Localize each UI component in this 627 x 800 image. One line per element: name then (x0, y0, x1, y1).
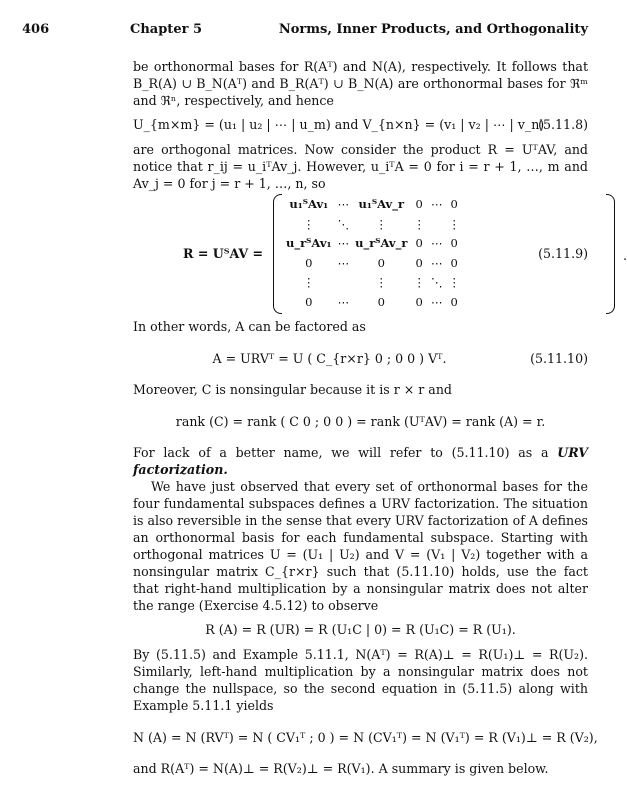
equation-number: (5.11.10) (530, 351, 588, 366)
matrix-cell: ⋱ (430, 275, 443, 290)
matrix-row (283, 195, 463, 215)
equation-number: (5.11.9) (538, 246, 588, 261)
equation-5-11-8 (133, 112, 588, 138)
matrix-cell (335, 273, 353, 293)
matrix-table (283, 195, 463, 312)
equation-expression: rank (C) = rank ( C 0 ; 0 0 ) = rank (UᵀAV) = rank (A) = r. (175, 414, 546, 429)
matrix-cell: u₁ᵀAv_r (358, 197, 405, 212)
equation-rank (133, 401, 588, 441)
matrix-trailing-period: . (623, 248, 627, 263)
matrix-cell (428, 215, 446, 235)
chapter-label: Chapter 5 (130, 22, 203, 37)
matrix-cell: 0 (450, 294, 458, 309)
page-number: 406 (22, 22, 50, 37)
matrix-cell: ⋮ (375, 216, 387, 231)
matrix-cell: 0 (377, 294, 385, 309)
matrix-cell: ⋮ (448, 216, 460, 231)
equation-nullspace (133, 717, 598, 757)
paragraph-1: be orthonormal bases for R(Aᵀ) and N(A), respectively. It follows that B_R(A) ∪ B_N(Aᵀ) and B_R(Aᵀ) ∪ B_N(A) are orthonormal bases for ℜᵐ and ℜⁿ, respectively, and hence (133, 59, 588, 108)
paragraph-7: By (5.11.5) and Example 5.11.1, N(Aᵀ) = R(A)⊥ = R(U₁)⊥ = R(U₂). Similarly, left-hand multiplication by a nonsingular matrix does not change the nullspace, so the second equation in (5.11.5) along with Example 5.11.1 yields (133, 647, 588, 713)
matrix-cell: ⋯ (337, 197, 350, 212)
paragraph-4: Moreover, C is nonsingular because it is r × r and (133, 382, 452, 397)
matrix-cell: 0 (305, 255, 313, 270)
matrix-cell: u₁ᵀAv₁ (289, 197, 329, 212)
equation-expression: R (A) = R (UR) = R (U₁C | 0) = R (U₁C) = R (U₁). (205, 622, 516, 637)
paragraph-5 (133, 444, 588, 478)
matrix-cell: 0 (377, 255, 385, 270)
matrix-cell: 0 (415, 197, 423, 212)
equation-number: (5.11.8) (538, 117, 588, 132)
matrix-row (283, 293, 463, 313)
matrix-cell: ⋮ (375, 275, 387, 290)
matrix-cell: ⋯ (430, 255, 443, 270)
matrix-cell: ⋯ (430, 197, 443, 212)
matrix-cell: 0 (305, 294, 313, 309)
left-bracket (273, 194, 282, 314)
matrix-cell: 0 (450, 236, 458, 251)
matrix-cell: ⋮ (303, 275, 315, 290)
equation-range (133, 617, 588, 643)
matrix-cell: u_rᵀAv_r (355, 236, 408, 251)
urv-factorization-term: URV factorization. (133, 445, 588, 477)
matrix-lhs: R = UᵀAV = (183, 246, 264, 261)
matrix-cell: 0 (415, 236, 423, 251)
paragraph-3: In other words, A can be factored as (133, 319, 366, 334)
matrix-cell: ⋯ (337, 294, 350, 309)
equation-expression: A = URVᵀ = U ( C_{r×r} 0 ; 0 0 ) Vᵀ. (212, 351, 447, 366)
matrix-cell: ⋯ (337, 236, 350, 251)
matrix-cell: ⋮ (413, 216, 425, 231)
right-bracket (606, 194, 615, 314)
paragraph-6: We have just observed that every set of orthonormal bases for the four fundamental subspaces defines a URV factorization. The situation is also reversible in the sense that every URV factorization of A defines an orthonormal basis for each fundamental subspace. Starting with orthogonal matrices U = (U₁ | U₂) and V = (V₁ | V₂) together with a nonsingular matrix C_{r×r} such that (5.11.10) holds, use the fact that right-hand multiplication by a nonsingular matrix does not alter the range (Exercise 4.5.12) to observe (133, 479, 588, 613)
paragraph-5-text: For lack of a better name, we will refer to (5.11.10) as a (133, 445, 558, 460)
chapter-title: Norms, Inner Products, and Orthogonality (278, 22, 588, 37)
matrix-cell: ⋮ (303, 216, 315, 231)
matrix-cell: ⋮ (413, 275, 425, 290)
matrix-row (283, 254, 463, 274)
equation-expression: U_{m×m} = (u₁ | u₂ | ⋯ | u_m) and V_{n×n} = (v₁ | v₂ | ⋯ | v_n) (133, 117, 545, 132)
matrix-cell: 0 (415, 294, 423, 309)
matrix-row (283, 234, 463, 254)
matrix-cell: 0 (450, 197, 458, 212)
matrix-cell: ⋯ (430, 236, 443, 251)
matrix-row (283, 215, 463, 235)
equation-5-11-9 (133, 194, 627, 316)
page-header (22, 22, 588, 40)
matrix-cell: u_rᵀAv₁ (286, 236, 332, 251)
equation-expression: N (A) = N (RVᵀ) = N ( CV₁ᵀ ; 0 ) = N (CV₁ᵀ) = N (V₁ᵀ) = R (V₁)⊥ = R (V₂), (133, 730, 598, 745)
matrix-cell: ⋮ (448, 275, 460, 290)
matrix-cell: 0 (415, 255, 423, 270)
matrix-cell: ⋯ (337, 255, 350, 270)
paragraph-2: are orthogonal matrices. Now consider the product R = UᵀAV, and notice that r_ij = u_iᵀAv_j. However, u_iᵀA = 0 for i = r + 1, …, m and Av_j = 0 for j = r + 1, …, n, so (133, 142, 588, 191)
matrix-cell: ⋯ (430, 294, 443, 309)
matrix-cell: 0 (450, 255, 458, 270)
main-text (133, 58, 627, 777)
matrix-cell: ⋱ (337, 216, 350, 231)
matrix-row (283, 273, 463, 293)
paragraph-8: and R(Aᵀ) = N(A)⊥ = R(V₂)⊥ = R(V₁). A summary is given below. (133, 761, 549, 776)
equation-5-11-10 (133, 338, 588, 378)
